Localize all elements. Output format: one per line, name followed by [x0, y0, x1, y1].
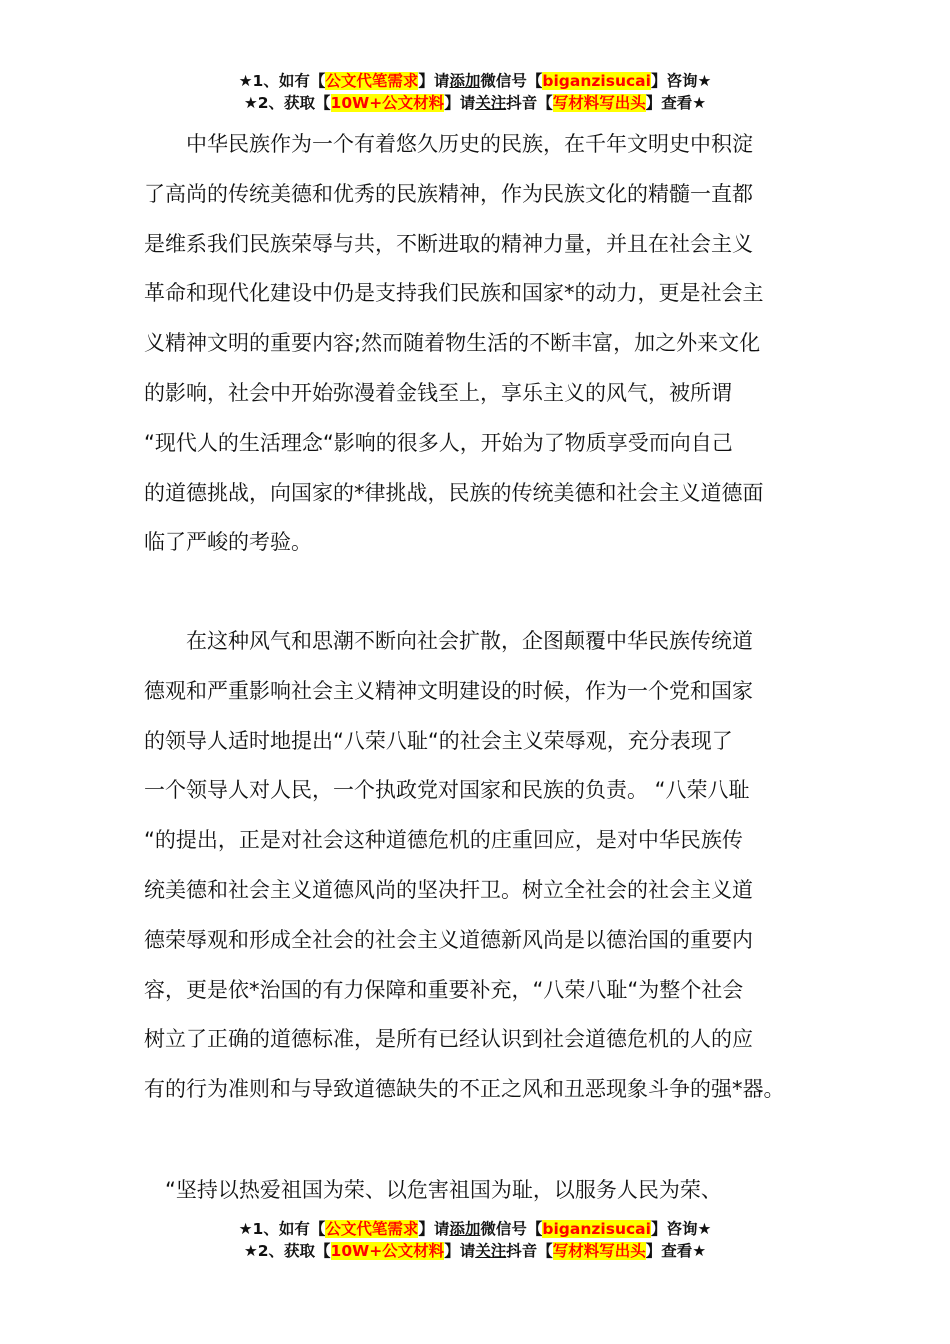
paragraph-line: 树立了正确的道德标准，是所有已经认识到社会道德危机的人的应	[144, 1027, 753, 1052]
paragraph-line: 的道德挑战，向国家的*律挑战，民族的传统美德和社会主义道德面	[144, 480, 764, 505]
promo-text: 微信号【	[480, 1220, 543, 1238]
promo-text: ★1、如有【	[238, 72, 326, 90]
paragraph-1	[144, 120, 808, 568]
promo-emphasis: 关注	[475, 1242, 507, 1260]
promo-text: 】查看★	[645, 94, 707, 112]
douyin-account: 写材料写出头	[552, 1242, 646, 1260]
promo-line-2	[0, 1240, 950, 1262]
douyin-account: 写材料写出头	[552, 94, 646, 112]
paragraph-line: 德荣辱观和形成全社会的社会主义道德新风尚是以德治国的重要内	[144, 927, 753, 952]
promo-text: 】请	[444, 1242, 476, 1260]
promo-text: 】查看★	[645, 1242, 707, 1260]
paragraph-line: 德观和严重影响社会主义精神文明建设的时候，作为一个党和国家	[144, 678, 753, 703]
paragraph-line: 一个领导人对人民，一个执政党对国家和民族的负责。 “八荣八耻	[144, 778, 750, 803]
promo-text: 】咨询★	[650, 1220, 712, 1238]
wechat-id: biganzisucai	[542, 72, 651, 90]
paragraph-line: 容，更是依*治国的有力保障和重要补充，“八荣八耻“为整个社会	[144, 977, 744, 1002]
promo-text: 】咨询★	[650, 72, 712, 90]
promo-emphasis: 关注	[475, 94, 507, 112]
paragraph-2	[144, 617, 808, 1115]
promo-text: ★1、如有【	[238, 1220, 326, 1238]
promo-highlight: 公文代笔需求	[325, 1220, 419, 1238]
paragraph-line: 的影响，社会中开始弥漫着金钱至上，享乐主义的风气，被所谓	[144, 380, 732, 405]
paragraph-3	[144, 1166, 808, 1216]
promo-line-2	[0, 92, 950, 114]
paragraph-line: 的领导人适时地提出“八荣八耻“的社会主义荣辱观，充分表现了	[144, 728, 733, 753]
promo-highlight: 10W+公文材料	[330, 94, 445, 112]
promo-banner-bottom	[0, 1218, 950, 1262]
promo-emphasis: 添加	[449, 1220, 481, 1238]
promo-text: 微信号【	[480, 72, 543, 90]
paragraph-line: 有的行为准则和与导致道德缺失的不正之风和丑恶现象斗争的强*器。	[144, 1077, 785, 1102]
paragraph-line: “现代人的生活理念“影响的很多人，开始为了物质享受而向自己	[144, 430, 733, 455]
promo-text: 抖音【	[506, 1242, 553, 1260]
promo-highlight: 公文代笔需求	[325, 72, 419, 90]
paragraph-line: 临了严峻的考验。	[144, 530, 312, 555]
promo-text: 】请	[418, 1220, 450, 1238]
paragraph-line: 了高尚的传统美德和优秀的民族精神，作为民族文化的精髓一直都	[144, 181, 753, 206]
paragraph-line: 是维系我们民族荣辱与共，不断进取的精神力量，并且在社会主义	[144, 231, 753, 256]
paragraph-line: 革命和现代化建设中仍是支持我们民族和国家*的动力，更是社会主	[144, 281, 764, 306]
promo-emphasis: 添加	[449, 72, 481, 90]
promo-text: 】请	[418, 72, 450, 90]
paragraph-line: 中华民族作为一个有着悠久历史的民族，在千年文明史中积淀	[144, 132, 753, 156]
promo-text: 】请	[444, 94, 476, 112]
paragraph-line: “坚持以热爱祖国为荣、以危害祖国为耻，以服务人民为荣、	[144, 1178, 722, 1202]
promo-line-1	[0, 70, 950, 92]
paragraph-line: 统美德和社会主义道德风尚的坚决扞卫。树立全社会的社会主义道	[144, 877, 753, 902]
wechat-id: biganzisucai	[542, 1220, 651, 1238]
promo-line-1	[0, 1218, 950, 1240]
paragraph-line: 义精神文明的重要内容;然而随着物生活的不断丰富，加之外来文化	[144, 331, 761, 356]
promo-text: ★2、获取【	[243, 1242, 331, 1260]
promo-banner-top	[0, 70, 950, 114]
promo-highlight: 10W+公文材料	[330, 1242, 445, 1260]
paragraph-line: 在这种风气和思潮不断向社会扩散，企图颠覆中华民族传统道	[144, 629, 753, 653]
paragraph-line: “的提出，正是对社会这种道德危机的庄重回应，是对中华民族传	[144, 828, 743, 853]
promo-text: ★2、获取【	[243, 94, 331, 112]
promo-text: 抖音【	[506, 94, 553, 112]
